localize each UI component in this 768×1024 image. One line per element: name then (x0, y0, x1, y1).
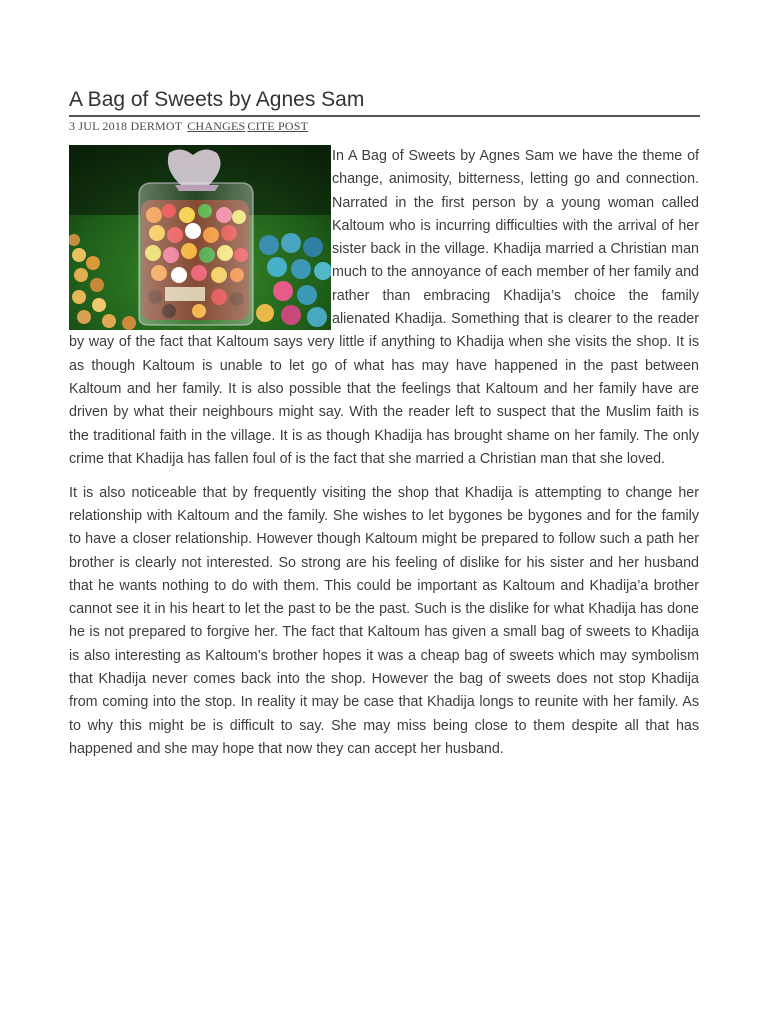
paragraph-1: In A Bag of Sweets by Agnes Sam we have the theme of change, animosity, bitterness, letting go and connection. Narrated in the first person by a young woman called Kaltoum who is incurring difficulties with the arrival of her sister back in the village. Khadija married a Christian man much to the annoyance of each member of her family and rather than embracing Khadija’s choice the family alienated Khadija. Something that is clearer to the reader by way of the fact that Kaltoum says very little if anything to Khadija when she visits the shop. It is as though Kaltoum is unable to let go of what has may have happened in the past between Kaltoum and her family. It is also possible that the feelings that Kaltoum and her family have are driven by what their neighbours might say. With the reader left to suspect that the Muslim faith is the traditional faith in the village. It is as though Khadija has brought shame on her family. The only crime that Khadija has fallen foul of is the fact that she married a Christian man that she loved. (69, 148, 699, 467)
post-title: A Bag of Sweets by Agnes Sam (69, 88, 365, 111)
paragraph-gap (69, 471, 699, 482)
changes-link[interactable]: CHANGES (187, 119, 246, 133)
post-meta (69, 119, 308, 134)
post-author: DERMOT (130, 119, 183, 133)
post-date: 3 JUL 2018 (69, 119, 128, 133)
cite-post-link[interactable]: CITE POST (247, 119, 309, 133)
post-body (69, 145, 699, 772)
title-divider (69, 115, 700, 117)
paragraph-2: It is also noticeable that by frequently visiting the shop that Khadija is attempting to change her relationship with Kaltoum and the family. She wishes to let bygones be bygones and for the family to have a closer relationship. However though Kaltoum might be prepared to follow such a path her brother is clearly not interested. So strong are his feeling of dislike for his sister and her husband that he wants nothing to do with them. This could be important as Kaltoum and Khadija’a brother cannot see it in his heart to let the past to be the past. Such is the dislike for what Khadija has done he is not prepared to forgive her. The fact that Kaltoum has given a small bag of sweets to Khadija is also interesting as Kaltoum’s brother hopes it was a cheap bag of sweets which may symbolism that Khadija never comes back into the shop. However the bag of sweets does not stop Khadija from coming into the stop. In reality it may be case that Khadija longs to reunite with her family. As to why this might be is difficult to say. She may miss being close to them despite all that has happened and she may hope that now they can accept her husband. (69, 484, 699, 757)
sweets-photo (69, 145, 331, 330)
